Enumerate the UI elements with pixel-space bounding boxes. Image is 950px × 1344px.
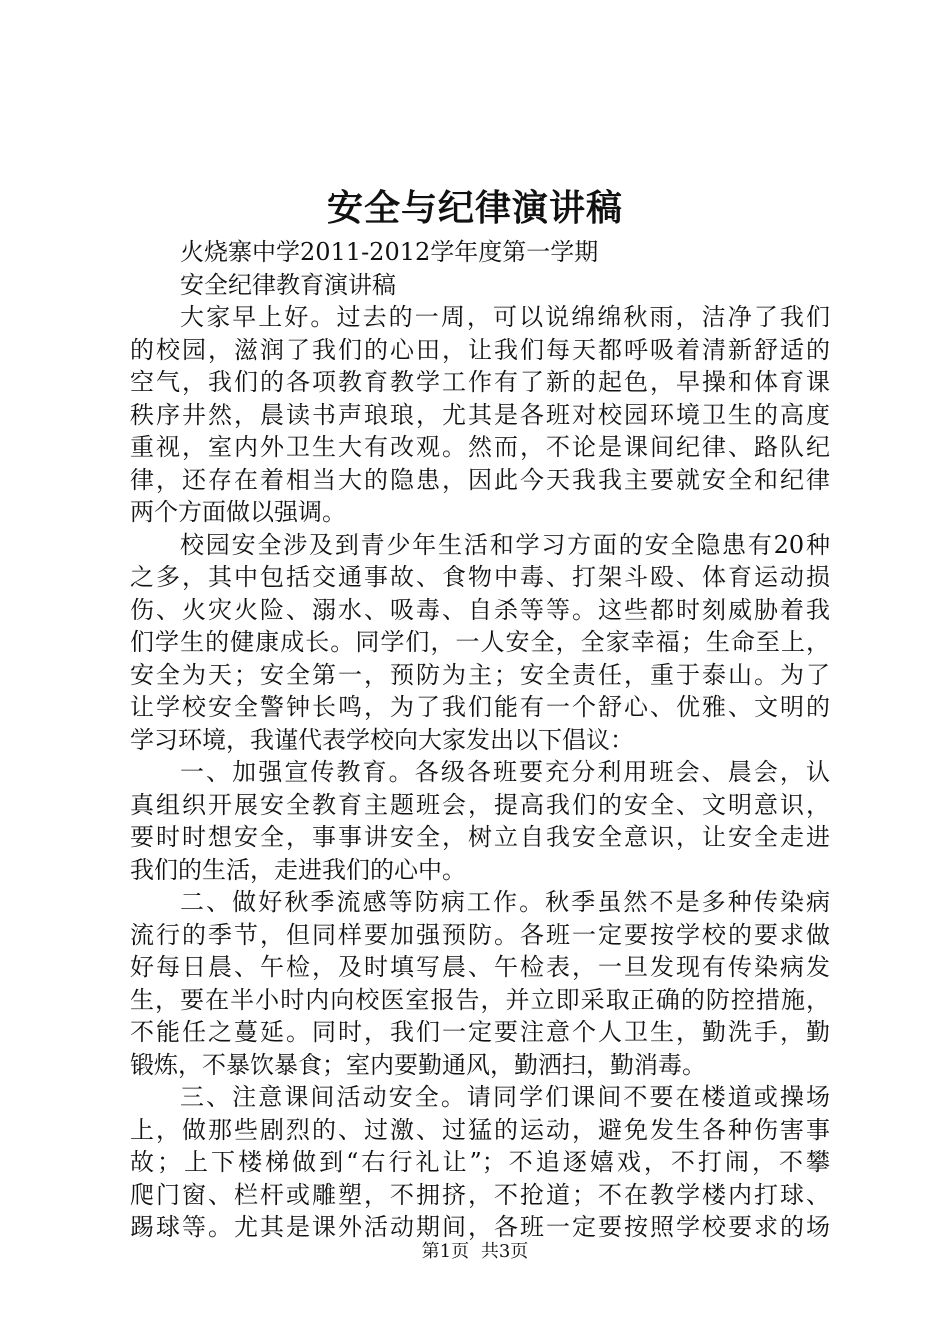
text-line: 重视，室内外卫生大有改观。然而，不论是课间纪律、路队纪 (130, 433, 830, 461)
text-line: 三、注意课间活动安全。请同学们课间不要在楼道或操场 (180, 1083, 830, 1111)
text-line: 二、做好秋季流感等防病工作。秋季虽然不是多种传染病 (180, 888, 830, 916)
text-line: 故；上下楼梯做到“右行礼让”；不追逐嬉戏，不打闹，不攀 (130, 1148, 830, 1176)
text-line: 让学校安全警钟长鸣，为了我们能有一个舒心、优雅、文明的 (130, 693, 830, 721)
text-line: 真组织开展安全教育主题班会，提高我们的安全、文明意识， (130, 790, 830, 819)
text-line: 生，要在半小时内向校医室报告，并立即采取正确的防控措施， (130, 985, 830, 1014)
text-line: 秩序井然，晨读书声琅琅，尤其是各班对校园环境卫生的高度 (130, 400, 830, 429)
text-line: 爬门窗、栏杆或雕塑，不拥挤，不抢道；不在教学楼内打球、 (130, 1180, 830, 1209)
text-line: 两个方面做以强调。 (130, 498, 346, 526)
text-line: 要时时想安全，事事讲安全，树立自我安全意识，让安全走进 (130, 823, 830, 851)
text-line: 安全为天；安全第一，预防为主；安全责任，重于泰山。为了 (130, 660, 830, 689)
text-line: 锻炼，不暴饮暴食；室内要勤通风，勤洒扫，勤消毒。 (130, 1050, 706, 1079)
page-total: 共3页 (480, 1241, 529, 1262)
text-line: 我们的生活，走进我们的心中。 (130, 855, 466, 884)
text-line: 不能任之蔓延。同时，我们一定要注意个人卫生，勤洗手，勤 (130, 1018, 830, 1046)
text-line: 伤、火灾火险、溺水、吸毒、自杀等等。这些都时刻威胁着我 (130, 595, 830, 624)
text-line: 上，做那些剧烈的、过激、过猛的运动，避免发生各种伤害事 (130, 1115, 830, 1144)
text-line: 律，还存在着相当大的隐患，因此今天我我主要就安全和纪律 (130, 465, 830, 494)
text-line: 大家早上好。过去的一周，可以说绵绵秋雨，洁净了我们 (180, 303, 830, 331)
document-title: 安全与纪律演讲稿 (326, 187, 623, 229)
text-line: 空气，我们的各项教育教学工作有了新的起色，早操和体育课 (130, 368, 830, 396)
page-footer (0, 1240, 950, 1264)
text-line: 之多，其中包括交通事故、食物中毒、打架斗殴、体育运动损 (130, 563, 830, 591)
text-line: 一、加强宣传教育。各级各班要充分利用班会、晨会，认 (180, 758, 830, 786)
text-line: 安全纪律教育演讲稿 (180, 270, 396, 299)
text-line: 流行的季节，但同样要加强预防。各班一定要按学校的要求做 (130, 920, 830, 949)
page-number: 第1页 (421, 1241, 470, 1262)
text-line: 好每日晨、午检，及时填写晨、午检表，一旦发现有传染病发 (130, 953, 830, 981)
text-line: 的校园，滋润了我们的心田，让我们每天都呼吸着清新舒适的 (130, 335, 830, 364)
document-body (130, 236, 830, 1244)
text-line: 们学生的健康成长。同学们，一人安全，全家幸福；生命至上， (130, 628, 830, 656)
text-line: 火烧寨中学2011-2012学年度第一学期 (180, 238, 599, 266)
text-line: 踢球等。尤其是课外活动期间，各班一定要按照学校要求的场 (130, 1213, 830, 1241)
text-line: 校园安全涉及到青少年生活和学习方面的安全隐患有20种 (180, 530, 830, 559)
text-line: 学习环境，我谨代表学校向大家发出以下倡议： (130, 725, 634, 754)
